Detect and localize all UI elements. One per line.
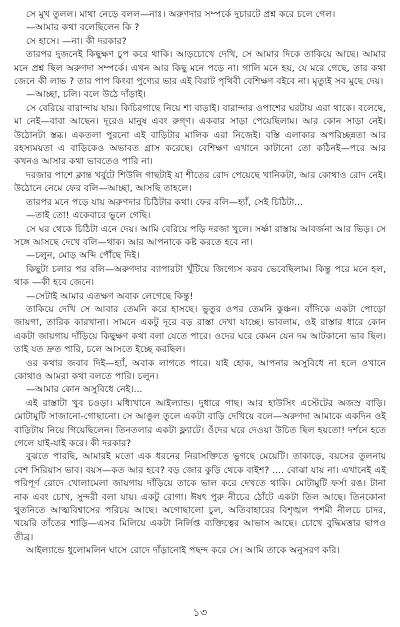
page-number: ১৩ [192,606,208,619]
paragraph: —আমার কোন অসুবিধে নেই।... [26,384,143,396]
paragraph: —চলুন, মোড় অব্দি পৌঁছে দিই। [26,250,140,262]
paragraph: তারপর দুজনেই কিছুক্ষণ চুপ করে থাকি। আড়চোখে দেখি, সে আমার দিকে তাকিয়ে আছে। আমার মনে প্রশ্ন ছিল অরুণদা সম্পর্কে। এখন আর কিছু মনে পড়ে না। গালি মনে হয়, যে মরে গেছে, তার কথা জেনে কী লাভ ? তার পাপ কিংবা পুণ্যের ভার এই বিরাট পৃথিবী বেশিক্ষণ বইবে না। মৃত্যুই সব মুছে দেয়। [14,49,386,88]
paragraph: আইল্যান্ডে ধুলোমলিন ঘাসে রোদে দাঁড়ানোই পছন্দ করে সে। আমি তাকে অনুসরণ করি। [26,545,340,557]
paragraph: সে বেরিয়ে বারান্দায় যায়। কিচিরগাছে নিয়ে শা বাড়াই। বারান্দার ওপাশের ঘরটায় এরা থাকে। বলেছে, মা নেই—বাবা আছেন। দূরেও মানুষ এবং রুগ্ণ। একবার সাড়া পেয়েছিলাম। আর কোন সাড়া নেই। উঠোনটা স্তব্ধ। একতলা পুরনো এই বাড়িটার মালিক এরা নিজেই। বস্তি এলাকার অপরিচ্ছন্নতা আর রহস্যময়তা এ বাড়িকেও অভাবত গ্রাস করেছে। বেশিক্ষণ এখানে কাটানো তো কঠিনই—পরে আর কখনও আসার কথা ভাবতেও পারি না। [14,102,386,168]
paragraph: এই রাস্তাটা খুব চওড়া। মধ্যিখানে আইল্যান্ড। দুধারে গাছ। আর হাউসিং এস্টেটের অজস্র বাড়ি। মোটামুটি সাজানো-গোছানো। সে আঙুল তুলে একটা বাড়ি দেখিয়ে বলে—অরুণদা আমাকে একদিন ওই বাড়িটায় নিয়ে গিয়েছিলেন। তিনতলার একটা ফ্ল্যাটে। ওঁদের ঘরে দেওয়া উচিত ছিল হয়তো! দর্শনে হতে গেলে যাই-যাই করে। কী দরকার? [14,397,386,449]
body-text [14,8,386,558]
paragraph: সে মুখ তুলল। মাথা নেড়ে বলল—নাঃ। অরুণদার সম্পর্কে দুচারটে প্রশ্ন করে চলে গেল। [26,9,336,20]
paragraph: তারপর মনে পড়ে যায় অরুণদার চিঠিটার কথা। ফের বলি—হ্যাঁ, সেই চিঠিটা... [26,196,304,208]
paragraph: সে ঘর থেকে চিঠিটা এনে দেয়। আমি বেরিয়ে পড়ি দরজা খুলে। সর্ষ্ণা রাস্তায় আবর্জনা আর ভিড়। সে সঙ্গে আসছে দেখে বলি—থাক। আর আপনাকে কষ্ট করতে হবে না। [14,223,386,248]
paragraph: সে হাসে। —না। কী দরকার? [26,35,127,47]
paragraph: কিছুটা চলার পর বলি—অরুণদার ব্যাপারটা খুঁটিয়ে জিগ্যেস করব ভেবেছিলাম। কিন্তু পরে মনে হল, থাক —কী হবে জেনে। [14,263,386,289]
paragraph: দরজার পাশে ক্লান্ত খর্বুটে শিউলি গাছটাই যা শীতের রোদ পেয়েছে খানিকটা, আর কোথাও রোদ নেই। উঠোনে নেমে ফের বলি—আচ্ছা, আসছি তাহলে। [14,169,386,195]
paragraph: —আমার কথা বলেছিলেন কি ? [26,22,140,34]
paragraph: —আচ্ছা, চলি। বলে উঠে দাঁড়াই। [26,89,146,101]
paragraph: —সেটাই আমার এতক্ষণ অবাক লেগেছে কিন্তু! [26,290,194,302]
paragraph: —তাই তো! একেবারে ভুলে গেছি। [26,210,151,222]
paragraph: ওর কথার জবাব দিই—হ্যাঁ, অবাক লাগতে পারে। যাই হোক, আপনার অসুবিধে না হলে ওখানে কোথাও আমরা কথা বলতে পারি। চলুন। [14,357,386,382]
paragraph: বুঝতে পারছি, আমারই মতো এক ধরনের নিরাসক্তিতে ভুগছে মেয়েটি। তাকাড়ে, বয়সের তুলনায় বেশ সিরিয়াস ভাব। বয়স—কত আর হবে? বড় জোর কুড়ি থেকে বাইশ? .... বোঝা যায় না। এখানেই এই পরিপূর্ণ রোদে খোলামেলা জায়গায় দাঁড়িয়ে তাকে ভাল করে দেখতে থাকি। মোটামুটি ফর্সা রঙ। টানা নাক এবং চোখ, সুন্দরী বলা যায়। একটু রোগা। ঈষৎ পুরু নীচের ঠোঁটে একটা তিল আছে। তিনকোনা থুতনিতে আত্মবিশ্বাসের পরিচয় আছে। অগোছালো চুল, অতিবাহারের বিশৃঙ্খল পশমী নীলচে চাদর, খয়েরি তাঁতের শাড়ি—এসব মিলিয়ে একটা নির্লিপ্ত ব্যক্তিত্বের আভাস আছে। চোখে বুদ্ধিমত্তার ছাপও তীব্র। [14,451,386,543]
paragraph: তাকিয়ে দেখি সে আবার তেমনি করে হাসছে। ভুতুর ওপর তেমনি কুঞ্চন। বাঁদিকে একটা পোড়ো জায়গা, তারিক কারখানা। সামনে একটু দূরে বড় রাস্তা দেখা যাচ্ছে। ভাবলাম, ওই রাস্তার ধারে কোন একটা জায়গায় দাঁড়িয়ে কিছুক্ষণ কথা বলা যেতে পারে। ওদের ঘরে কেমন যেন দম আটকানো ভাব ছিল। তাই যত দ্রুত পারি, চলে আসতে ইচ্ছে করছিল। [14,303,386,356]
